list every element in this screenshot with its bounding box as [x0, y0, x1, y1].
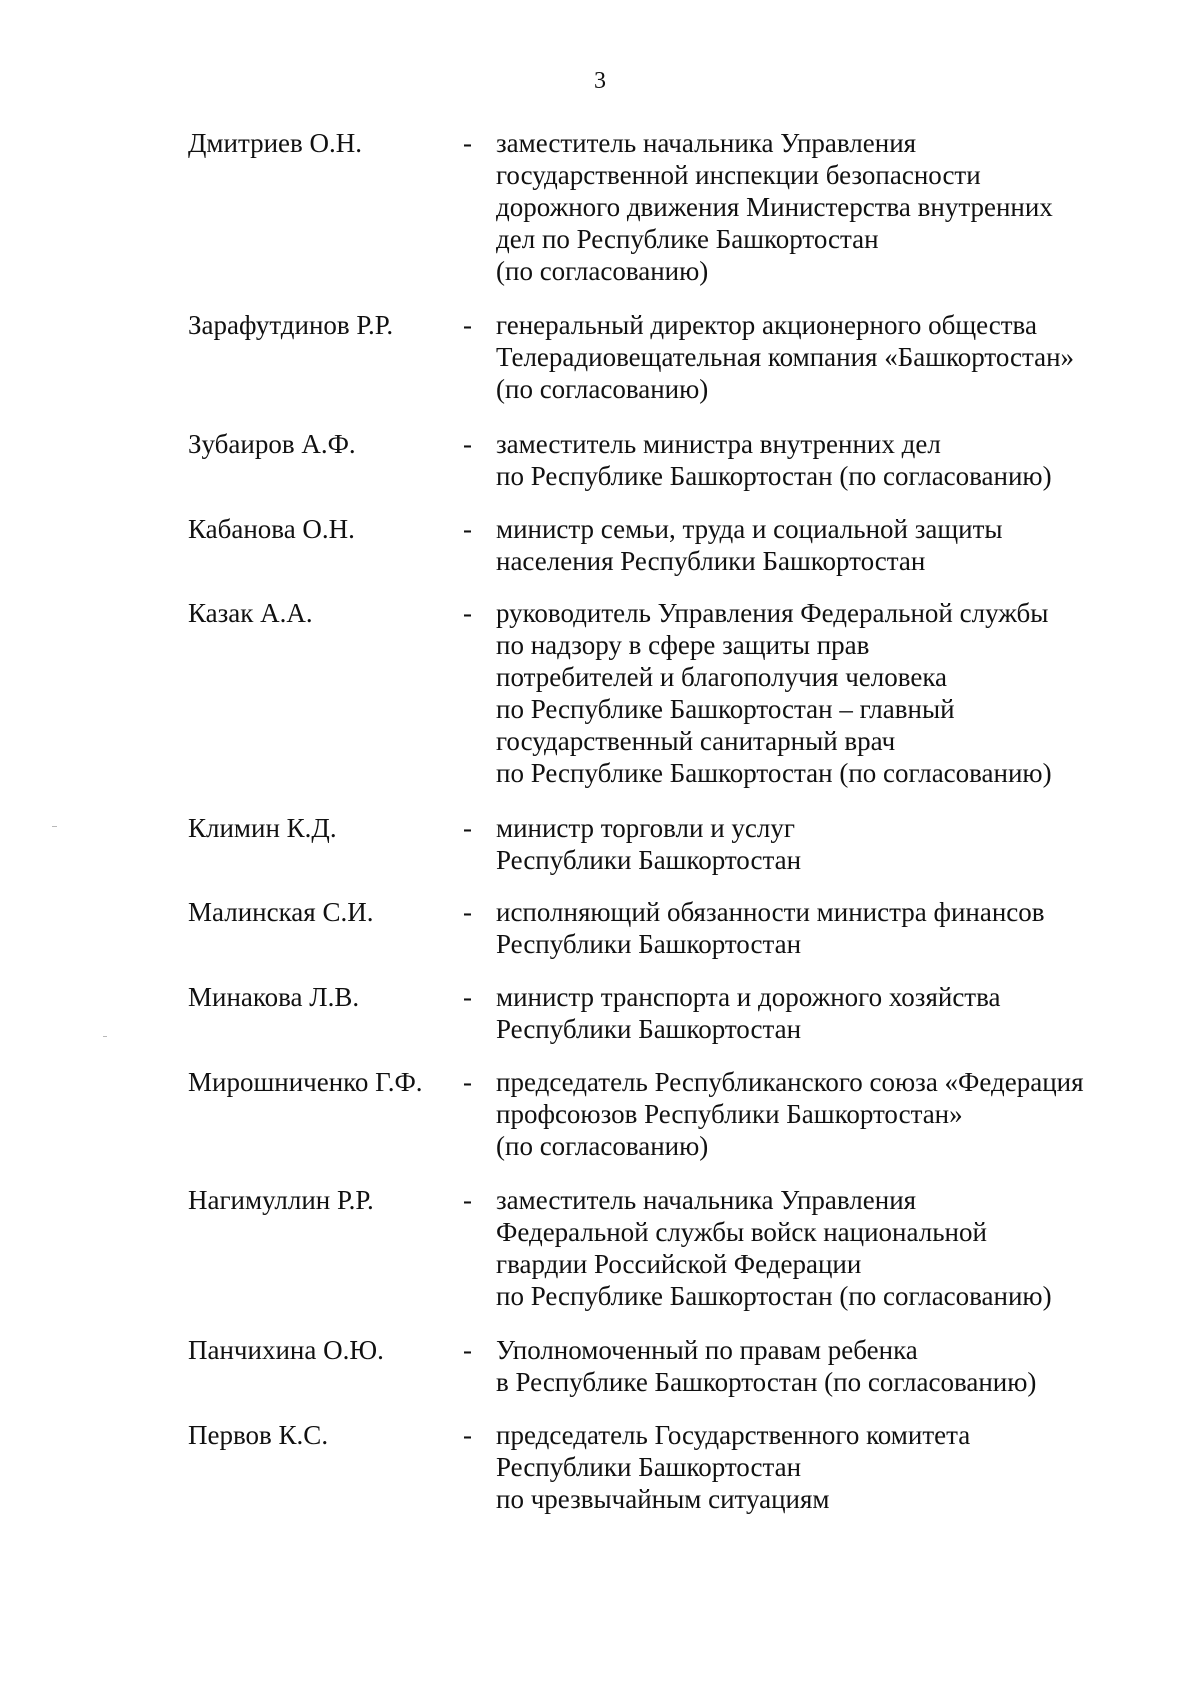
role-line: министр транспорта и дорожного хозяйства [496, 982, 1001, 1012]
member-name: Панчихина О.Ю. [188, 1335, 384, 1365]
role-line: населения Республики Башкортостан [496, 546, 926, 576]
member-role [496, 127, 1136, 287]
member-role [496, 1066, 1136, 1162]
role-line: Телерадиовещательная компания «Башкортостан» [496, 342, 1075, 372]
role-line: (по согласованию) [496, 1131, 709, 1161]
role-line: по чрезвычайным ситуациям [496, 1484, 830, 1514]
role-line: в Республике Башкортостан (по согласованию) [496, 1367, 1037, 1397]
member-name: Дмитриев О.Н. [188, 128, 363, 158]
member-name: Мирошниченко Г.Ф. [188, 1067, 423, 1097]
role-line: Республики Башкортостан [496, 1014, 802, 1044]
role-line: министр торговли и услуг [496, 813, 795, 843]
member-dash: - [463, 813, 472, 843]
role-line: по Республике Башкортостан (по согласованию) [496, 461, 1052, 491]
role-line: (по согласованию) [496, 256, 709, 286]
member-dash: - [463, 1335, 472, 1365]
role-line: заместитель министра внутренних дел [496, 429, 941, 459]
member-dash: - [463, 598, 472, 628]
member-dash: - [463, 897, 472, 927]
member-role [496, 896, 1136, 960]
role-line: дорожного движения Министерства внутренних [496, 192, 1053, 222]
role-line: председатель Государственного комитета [496, 1420, 971, 1450]
role-line: по Республике Башкортостан (по согласованию) [496, 1281, 1052, 1311]
member-role [496, 1184, 1136, 1312]
role-line: Республики Башкортостан [496, 929, 802, 959]
member-role [496, 1334, 1136, 1398]
member-role [496, 981, 1136, 1045]
role-line: дел по Республике Башкортостан [496, 224, 879, 254]
role-line: потребителей и благополучия человека [496, 662, 948, 692]
page-number: 3 [594, 68, 606, 94]
role-line: заместитель начальника Управления [496, 128, 917, 158]
member-dash: - [463, 1067, 472, 1097]
role-line: по Республике Башкортостан – главный [496, 694, 955, 724]
member-name: Зарафутдинов Р.Р. [188, 310, 394, 340]
member-dash: - [463, 128, 472, 158]
member-name: Зубаиров А.Ф. [188, 429, 356, 459]
member-role [496, 597, 1136, 789]
member-name: Климин К.Д. [188, 813, 337, 843]
role-line: председатель Республиканского союза «Федерация [496, 1067, 1084, 1097]
role-line: Федеральной службы войск национальной [496, 1217, 987, 1247]
role-line: Республики Башкортостан [496, 845, 802, 875]
member-role [496, 812, 1136, 876]
role-line: генеральный директор акционерного общества [496, 310, 1037, 340]
member-dash: - [463, 1185, 472, 1215]
role-line: государственной инспекции безопасности [496, 160, 981, 190]
member-name: Малинская С.И. [188, 897, 374, 927]
member-role [496, 1419, 1136, 1515]
role-line: Уполномоченный по правам ребенка [496, 1335, 918, 1365]
member-role [496, 513, 1136, 577]
member-role [496, 428, 1136, 492]
member-dash: - [463, 429, 472, 459]
member-role [496, 309, 1136, 405]
scan-artifact [103, 1036, 107, 1037]
role-line: Республики Башкортостан [496, 1452, 802, 1482]
member-name: Первов К.С. [188, 1420, 329, 1450]
member-name: Кабанова О.Н. [188, 514, 355, 544]
role-line: министр семьи, труда и социальной защиты [496, 514, 1003, 544]
member-name: Нагимуллин Р.Р. [188, 1185, 374, 1215]
role-line: исполняющий обязанности министра финансов [496, 897, 1045, 927]
role-line: по Республике Башкортостан (по согласованию) [496, 758, 1052, 788]
member-dash: - [463, 310, 472, 340]
member-name: Минакова Л.В. [188, 982, 360, 1012]
member-dash: - [463, 982, 472, 1012]
role-line: заместитель начальника Управления [496, 1185, 917, 1215]
role-line: руководитель Управления Федеральной службы [496, 598, 1049, 628]
member-name: Казак А.А. [188, 598, 313, 628]
scan-artifact [52, 826, 57, 827]
role-line: государственный санитарный врач [496, 726, 896, 756]
role-line: профсоюзов Республики Башкортостан» [496, 1099, 963, 1129]
member-dash: - [463, 514, 472, 544]
member-dash: - [463, 1420, 472, 1450]
role-line: (по согласованию) [496, 374, 709, 404]
role-line: гвардии Российской Федерации [496, 1249, 862, 1279]
role-line: по надзору в сфере защиты прав [496, 630, 870, 660]
